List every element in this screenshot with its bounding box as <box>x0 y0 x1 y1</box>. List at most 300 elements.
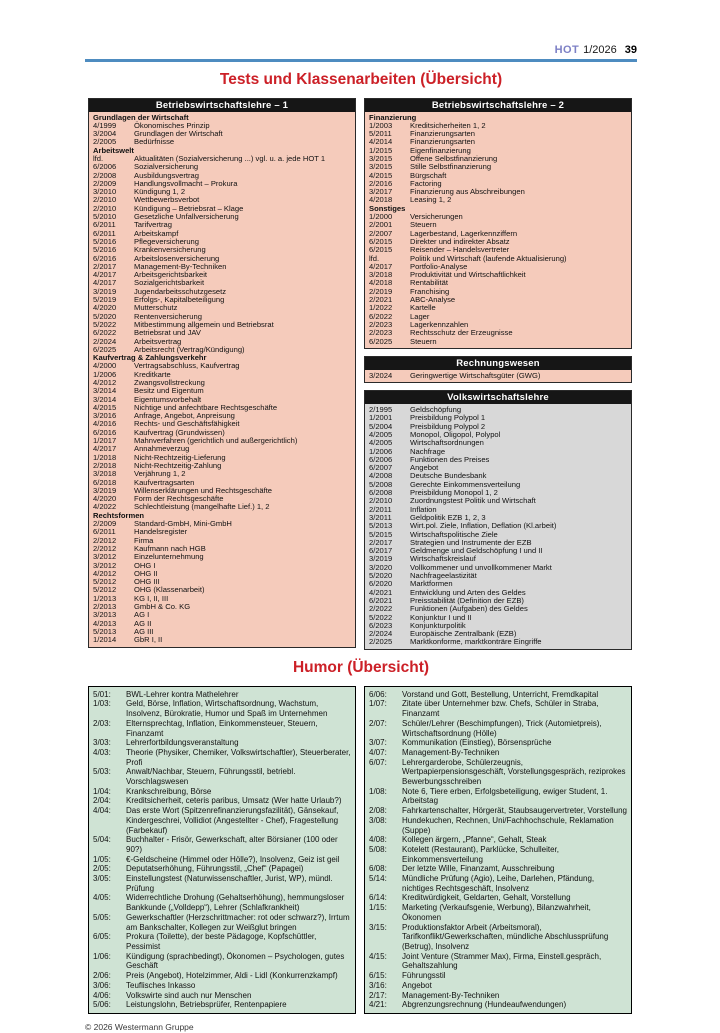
humor-row <box>93 738 351 748</box>
issue-code: 4/2015 <box>369 170 393 180</box>
humor-topic-label: Zitate über Unternehmer bzw. Chefs, Schüler in Straba, Finanzamt <box>402 699 599 719</box>
issue-code: 4/06: <box>93 990 111 1000</box>
issue-code: 5/2008 <box>369 479 393 489</box>
table-row <box>89 562 355 570</box>
table-row <box>365 296 631 304</box>
issue-code: 5/2012 <box>93 585 117 595</box>
table-row <box>365 638 631 646</box>
humor-topic-label: Der letzte Wille, Finanzamt, Ausschreibung <box>402 864 555 874</box>
issue-code: 5/06: <box>93 1000 111 1010</box>
issue-code: 2/2009 <box>93 178 117 188</box>
humor-row <box>93 719 351 738</box>
issue-code: 1/04: <box>93 786 111 796</box>
humor-section-title: Humor (Übersicht) <box>292 658 430 676</box>
issue-code: 3/2012 <box>93 552 117 562</box>
issue-code: 1/2000 <box>369 212 393 222</box>
issue-code: 2/17: <box>369 990 387 1000</box>
topic-label: Pflegeversicherung <box>134 236 200 246</box>
table-row <box>365 313 631 321</box>
issue-code: 6/2015 <box>369 245 393 255</box>
issue-code: 2/2017 <box>369 537 393 547</box>
humor-topic-label: Leistungslohn, Betriebsprüfer, Rentenpapiere <box>126 1000 287 1010</box>
humor-row <box>93 893 351 912</box>
topic-label: Geldschöpfung <box>410 405 462 415</box>
issue-code: 2/2011 <box>369 504 392 514</box>
table-body-vwl <box>365 404 631 649</box>
topic-label: Nicht-Rechtzeitig-Zahlung <box>134 460 222 470</box>
issue-code: 1/15: <box>369 903 387 913</box>
topic-label: Konjunktur I und II <box>410 612 472 622</box>
issue-code: 4/07: <box>369 747 387 757</box>
page-number: 39 <box>624 44 637 56</box>
humor-row <box>369 864 627 874</box>
topic-label: GmbH & Co. KG <box>134 602 191 612</box>
issue-code: 5/03: <box>93 767 111 777</box>
issue-code: 1/2013 <box>93 593 117 603</box>
issue-code: 2/2022 <box>369 604 393 614</box>
issue-code: 2/2023 <box>369 328 393 338</box>
humor-row <box>93 864 351 874</box>
issue-code: 4/2012 <box>93 568 117 578</box>
topic-label: Arbeitskampf <box>134 228 179 238</box>
issue-code: 3/2017 <box>369 187 393 197</box>
topic-label: Mitbestimmung allgemein und Betriebsrat <box>134 319 274 329</box>
topic-label: Verjährung 1, 2 <box>134 469 186 479</box>
issue-code: 2/2010 <box>369 496 393 506</box>
issue-code: 3/2016 <box>93 411 117 421</box>
issue-code: 3/2015 <box>369 153 393 163</box>
topic-label: Monopol, Oligopol, Polypol <box>410 430 501 439</box>
issue-code: 4/08: <box>369 835 387 845</box>
issue-code: 2/2021 <box>369 295 393 305</box>
table-row <box>365 481 631 489</box>
issue-code: 4/2017 <box>93 270 117 280</box>
topic-label: Angebot <box>410 463 439 473</box>
topic-label: Nichtige und anfechtbare Rechtsgeschäfte <box>134 402 278 412</box>
table-row <box>365 163 631 171</box>
issue-code: 5/2022 <box>93 319 117 329</box>
topic-label: Anfrage, Angebot, Anpreisung <box>134 411 235 421</box>
humor-row <box>93 690 351 700</box>
issue-code: 6/2011 <box>93 527 116 537</box>
issue-code: 2/2018 <box>93 460 117 470</box>
humor-row <box>93 699 351 718</box>
humor-row <box>93 835 351 854</box>
topic-label: Wettbewerbsverbot <box>134 195 200 205</box>
humor-row <box>369 816 627 835</box>
issue-code: 6/07: <box>369 757 387 767</box>
issue-code: 2/2008 <box>93 170 117 180</box>
humor-topic-label: Management-By-Techniken <box>402 990 500 1000</box>
table-row <box>365 338 631 346</box>
table-row <box>89 636 355 644</box>
issue-code: 2/2024 <box>93 336 117 346</box>
table-row <box>365 188 631 196</box>
topic-label: ABC-Analyse <box>410 295 456 305</box>
humor-topic-label: Kollegen ärgern, „Pfanne“, Gehalt, Steak <box>402 835 547 845</box>
topic-label: Geldpolitik EZB 1, 2, 3 <box>410 512 486 522</box>
topic-label: Gesetzliche Unfallversicherung <box>134 212 239 222</box>
issue-code: 4/15: <box>369 951 387 961</box>
issue-code: 5/2020 <box>369 571 393 581</box>
issue-code: 6/2021 <box>369 595 393 605</box>
issue-code: 3/2019 <box>93 286 117 296</box>
issue-code: 1/2001 <box>369 413 393 423</box>
section-header: Rechtsformen <box>93 510 145 520</box>
topic-label: Leasing 1, 2 <box>410 195 452 205</box>
issue-code: 5/2015 <box>369 529 393 539</box>
humor-topic-label: Deputatserhöhung, Führungsstil, „Chef“ (Papagei) <box>126 864 304 874</box>
humor-topic-label: Krankschreibung, Börse <box>126 786 212 796</box>
topic-label: Sozialversicherung <box>134 162 199 172</box>
humor-topic-label: Vorstand und Gott, Bestellung, Unterricht, Fremdkapital <box>402 689 599 699</box>
topic-label: Kaufvertrag (Grundwissen) <box>134 427 225 437</box>
issue-code: 6/2018 <box>93 477 117 487</box>
topic-label: Wirtschaftspolitische Ziele <box>410 529 498 539</box>
issue-code: 2/08: <box>369 806 387 816</box>
table-row <box>89 163 355 171</box>
issue-code: 4/2000 <box>93 361 117 371</box>
topic-label: Eigenfinanzierung <box>410 145 471 155</box>
table-row <box>89 603 355 611</box>
issue-code: 3/2015 <box>369 162 393 172</box>
humor-topic-label: €-Geldscheine (Himmel oder Hölle?), Insolvenz, Geiz ist geil <box>126 854 340 864</box>
issue-code: 2/2017 <box>93 261 117 271</box>
topic-label: Mutterschutz <box>134 303 178 313</box>
issue-code: 2/2001 <box>369 220 393 230</box>
topic-label: Kartelle <box>410 303 436 313</box>
issue-label: 1/2026 <box>583 44 617 56</box>
table-row <box>365 147 631 155</box>
humor-topic-label: Theorie (Physiker, Chemiker, Volkswirtschaftler), Steuerberater, Profi <box>126 747 351 767</box>
humor-topic-label: Führungsstil <box>402 971 446 981</box>
table-title-bwl1: Betriebswirtschaftslehre – 1 <box>89 99 355 112</box>
table-row <box>89 155 355 163</box>
topic-label: Zwangsvollstreckung <box>134 378 205 387</box>
humor-topic-label: Volkswirte sind auch nur Menschen <box>126 990 252 1000</box>
table-row <box>365 439 631 447</box>
topic-label: Arbeitsgerichtsbarkeit <box>134 270 208 280</box>
table-row <box>365 497 631 505</box>
topic-label: Gerechte Einkommensverteilung <box>410 479 521 489</box>
humor-topic-label: Produktionsfaktor Arbeit (Arbeitsmoral), Tarifkonflikt/Gewerkschaften, mündliche Abschlussprüfung (Betrug), Insolvenz <box>402 922 609 951</box>
topic-label: Aktualitäten (Sozialversicherung ...) vgl. u. a. jede HOT 1 <box>134 153 326 163</box>
issue-code: 6/2025 <box>93 344 117 354</box>
table-row <box>365 372 631 380</box>
issue-code: 3/2013 <box>93 610 117 620</box>
topic-label: Ausbildungsvertrag <box>134 170 200 180</box>
issue-code: 4/2015 <box>93 402 117 412</box>
table-row <box>89 586 355 594</box>
table-row <box>365 122 631 130</box>
topic-label: Strategien und Instrumente der EZB <box>410 537 532 547</box>
page-content <box>85 44 637 1014</box>
issue-code: 5/2013 <box>93 626 117 636</box>
humor-row <box>93 952 351 971</box>
topic-label: KG I, II, III <box>134 593 169 603</box>
issue-code: 2/04: <box>93 796 111 806</box>
table-bwl1 <box>88 98 356 648</box>
table-row <box>89 296 355 304</box>
issue-code: 3/2014 <box>93 394 117 404</box>
topic-label: Annahmeverzug <box>134 444 190 454</box>
topic-label: Besitz und Eigentum <box>134 386 204 396</box>
humor-row <box>369 835 627 845</box>
issue-code: 3/2011 <box>369 512 392 522</box>
topic-label: Rechtsschutz der Erzeugnisse <box>410 328 513 338</box>
issue-code: 1/03: <box>93 699 111 709</box>
topic-label: Inflation <box>410 504 437 514</box>
humor-topic-label: Joint Venture (Strammer Max), Firma, Einstell.gespräch, Gehaltszahlung <box>402 951 602 971</box>
table-row <box>89 188 355 196</box>
table-body-rechnungswesen <box>365 370 631 382</box>
topic-label: Lagerbestand, Lagerkennziffern <box>410 228 518 238</box>
issue-code: 5/08: <box>369 844 387 854</box>
topic-label: OHG (Klassenarbeit) <box>134 585 205 595</box>
table-row <box>365 255 631 263</box>
topic-label: Finanzierungsarten <box>410 129 476 139</box>
topic-label: Kündigung 1, 2 <box>134 187 186 197</box>
issue-code: 2/2012 <box>93 535 117 545</box>
humor-topic-label: Prokura (Toilette), der beste Pädagoge, Kopfschüttler, Pessimist <box>126 932 317 951</box>
humor-topic-label: Lehrerfortbildungsveranstaltung <box>126 738 239 748</box>
topic-label: Betriebsrat und JAV <box>134 328 201 338</box>
table-title-bwl2: Betriebswirtschaftslehre – 2 <box>365 99 631 112</box>
topic-label: Tarifvertrag <box>134 220 172 230</box>
topic-label: Sozialgerichtsbarkeit <box>134 278 205 288</box>
humor-topic-label: Teuflisches Inkasso <box>126 980 196 990</box>
table-row <box>89 329 355 337</box>
topic-label: Jugendarbeitsschutzgesetz <box>134 286 227 296</box>
humor-topic-label: Kreditwürdigkeit, Geldarten, Gehalt, Vorstellung <box>402 893 571 903</box>
humor-topic-label: Geld, Börse, Inflation, Wirtschaftsordnung, Wachstum, Insolvenz, Bürokratie, Humor und Spaß im Unternehmen <box>126 699 328 719</box>
topic-label: OHG II <box>134 568 158 578</box>
issue-code: 1/2006 <box>369 446 393 456</box>
issue-code: 2/2023 <box>369 319 393 329</box>
table-row <box>89 221 355 229</box>
humor-row <box>93 1000 351 1010</box>
issue-code: 1/2003 <box>369 120 393 130</box>
table-row <box>365 329 631 337</box>
topic-label: Geringwertige Wirtschaftsgüter (GWG) <box>410 370 541 380</box>
topic-label: Willenserklärungen und Rechtsgeschäfte <box>134 485 273 495</box>
humor-row <box>93 932 351 951</box>
humor-row <box>93 767 351 786</box>
table-bwl2 <box>364 98 632 349</box>
humor-row <box>93 787 351 797</box>
topic-label: Ökonomisches Prinzip <box>134 120 210 130</box>
table-row <box>89 362 355 370</box>
issue-code: 4/2017 <box>93 278 117 288</box>
topic-label: Form der Rechtsgeschäfte <box>134 494 224 504</box>
topic-label: Kaufmann nach HGB <box>134 543 206 553</box>
humor-row <box>93 913 351 932</box>
humor-row <box>369 981 627 991</box>
table-row <box>365 431 631 439</box>
issue-code: 2/2007 <box>369 228 393 238</box>
table-row <box>89 611 355 619</box>
table-row <box>365 522 631 530</box>
table-row <box>365 605 631 613</box>
issue-code: 6/2017 <box>369 546 393 556</box>
topic-label: Nicht-Rechtzeitig-Lieferung <box>134 452 226 462</box>
issue-code: 5/2019 <box>93 295 117 305</box>
issue-code: 4/2005 <box>369 438 393 448</box>
humor-row <box>93 806 351 835</box>
topic-label: Arbeitslosenversicherung <box>134 253 220 263</box>
issue-code: 6/05: <box>93 932 111 942</box>
topic-label: Offene Selbstfinanzierung <box>410 153 498 163</box>
table-row <box>365 506 631 514</box>
topic-label: Rentabilität <box>410 278 448 288</box>
issue-code: 3/2018 <box>93 469 117 479</box>
issue-code: 3/05: <box>93 874 111 884</box>
table-row <box>89 628 355 636</box>
issue-code: 2/2010 <box>93 203 117 213</box>
humor-row <box>369 971 627 981</box>
issue-code: 4/2021 <box>369 587 393 597</box>
issue-code: 6/2022 <box>93 328 117 338</box>
table-row <box>89 230 355 238</box>
table-row <box>89 437 355 445</box>
topic-label: Produktivität und Wirtschaftlichkeit <box>410 270 526 280</box>
issue-code: 4/2016 <box>93 419 117 429</box>
section-header: Grundlagen der Wirtschaft <box>93 112 189 122</box>
issue-code: 3/07: <box>369 738 387 748</box>
table-row <box>365 464 631 472</box>
topic-label: Steuern <box>410 220 437 230</box>
issue-code: 1/05: <box>93 854 111 864</box>
issue-code: 2/2024 <box>369 629 393 639</box>
topic-label: Politik und Wirtschaft (laufende Aktualisierung) <box>410 253 567 263</box>
tests-column-right <box>364 98 632 650</box>
issue-code: 6/2007 <box>369 463 393 473</box>
topic-label: Deutsche Bundesbank <box>410 471 487 481</box>
topic-label: Direkter und indirekter Absatz <box>410 236 510 246</box>
issue-code: 3/03: <box>93 738 111 748</box>
issue-code: 3/2019 <box>93 485 117 495</box>
topic-label: Krankenversicherung <box>134 245 206 255</box>
humor-row <box>369 738 627 748</box>
humor-topic-label: BWL-Lehrer kontra Mathelehrer <box>126 689 239 699</box>
section-header: Kaufvertrag & Zahlungsverkehr <box>93 353 207 363</box>
humor-topic-label: Kreditsicherheit, ceteris paribus, Umsatz (Wer hatte Urlaub?) <box>126 796 342 806</box>
issue-code: 3/2020 <box>369 562 393 572</box>
topic-label: Preisbildung Monopol 1, 2 <box>410 488 498 498</box>
humor-row <box>93 796 351 806</box>
table-row <box>365 213 631 221</box>
humor-topic-label: Kündigung (sprachbedingt), Ökonomen – Psychologen, gutes Geschäft <box>126 951 345 971</box>
topic-label: Finanzierungsarten <box>410 137 476 147</box>
topic-label: AG I <box>134 610 150 620</box>
tests-column-left <box>88 98 356 648</box>
issue-code: 5/2022 <box>369 612 393 622</box>
topic-label: Entwicklung und Arten des Geldes <box>410 587 526 597</box>
humor-row <box>369 845 627 864</box>
table-row <box>89 595 355 603</box>
topic-label: Vertragsabschluss, Kaufvertrag <box>134 361 240 371</box>
humor-topic-label: Abgrenzungsrechnung (Hundeaufwendungen) <box>402 1000 567 1010</box>
issue-code: 5/04: <box>93 835 111 845</box>
table-row <box>365 406 631 414</box>
issue-code: 4/2020 <box>93 303 117 313</box>
issue-code: 1/08: <box>369 786 387 796</box>
humor-row <box>369 699 627 718</box>
topic-label: Einzelunternehmung <box>134 552 204 562</box>
humor-topic-label: Marketing (Verkaufsgenie, Werbung), Bilanzwahrheit, Ökonomen <box>402 903 591 922</box>
issue-code: 6/08: <box>369 864 387 874</box>
issue-code: 1/2006 <box>93 369 117 379</box>
issue-code: 6/14: <box>369 893 387 903</box>
humor-topic-label: Fahrkartenschalter, Hörgerät, Staubsaugervertreter, Vorstellung <box>402 806 628 816</box>
table-row <box>89 528 355 536</box>
topic-label: Handelsregister <box>134 527 188 537</box>
issue-code: 5/2012 <box>93 577 117 587</box>
issue-code: 3/2018 <box>369 270 393 280</box>
table-row <box>89 570 355 578</box>
section-header: Finanzierung <box>369 112 417 122</box>
issue-code: 2/2005 <box>93 137 117 147</box>
table-row <box>89 304 355 312</box>
table-row <box>89 578 355 586</box>
issue-code: 6/2011 <box>93 220 116 230</box>
topic-label: Steuern <box>410 336 437 346</box>
issue-code: 4/2022 <box>93 502 117 512</box>
topic-label: Eigentumsvorbehalt <box>134 394 202 404</box>
humor-topic-label: Hundekuchen, Rechnen, Uni/Fachhochschule, Reklamation (Suppe) <box>402 815 614 835</box>
table-row <box>89 462 355 470</box>
topic-label: Arbeitsrecht (Vertrag/Kündigung) <box>134 344 245 354</box>
issue-code: 1/07: <box>369 699 387 709</box>
topic-label: Lager <box>410 311 430 321</box>
topic-label: Kündigung – Betriebsrat – Klage <box>134 203 244 213</box>
issue-code: 5/14: <box>369 874 387 884</box>
issue-code: 2/1995 <box>369 405 393 415</box>
table-row <box>365 138 631 146</box>
issue-code: 3/16: <box>369 980 387 990</box>
table-row <box>89 537 355 545</box>
topic-label: Nachfrageelastizität <box>410 571 477 581</box>
topic-label: Rechts- und Geschäftsfähigkeit <box>134 419 240 429</box>
table-row <box>365 155 631 163</box>
table-row <box>365 547 631 555</box>
topic-label: Marktformen <box>410 579 453 589</box>
section-header: Arbeitswelt <box>93 145 134 155</box>
table-row <box>365 614 631 622</box>
humor-row <box>369 991 627 1001</box>
topic-label: Portfolio-Analyse <box>410 261 468 271</box>
issue-code: 3/2004 <box>93 129 117 139</box>
topic-label: Preisbildung Polypol 1 <box>410 413 486 423</box>
issue-code: 2/05: <box>93 864 111 874</box>
humor-topic-label: Lehrergarderobe, Schülerzeugnis, Wertpapierpensionsgeschäft, Vorstellungsgespräch, reziprokes Bewerbungsschreiben <box>402 757 626 787</box>
topic-label: Wirtschaftsordnungen <box>410 438 484 448</box>
topic-label: Grundlagen der Wirtschaft <box>134 129 223 139</box>
issue-code: 6/15: <box>369 971 387 981</box>
table-row <box>89 520 355 528</box>
tests-columns <box>88 98 632 650</box>
humor-topic-label: Schüler/Lehrer (Beschimpfungen), Trick (Automietpreis), Wirtschaftsordnung (Hölle) <box>402 718 602 738</box>
issue-code: 2/2009 <box>93 519 117 529</box>
topic-label: Bürgschaft <box>410 170 447 180</box>
topic-label: Arbeitsvertrag <box>134 336 182 346</box>
issue-code: 4/2013 <box>93 618 117 628</box>
topic-label: AG III <box>134 626 154 636</box>
table-title-rechnungswesen: Rechnungswesen <box>365 357 631 370</box>
humor-row <box>93 855 351 865</box>
topic-label: Finanzierung aus Abschreibungen <box>410 187 525 197</box>
issue-code: 3/2012 <box>93 560 117 570</box>
